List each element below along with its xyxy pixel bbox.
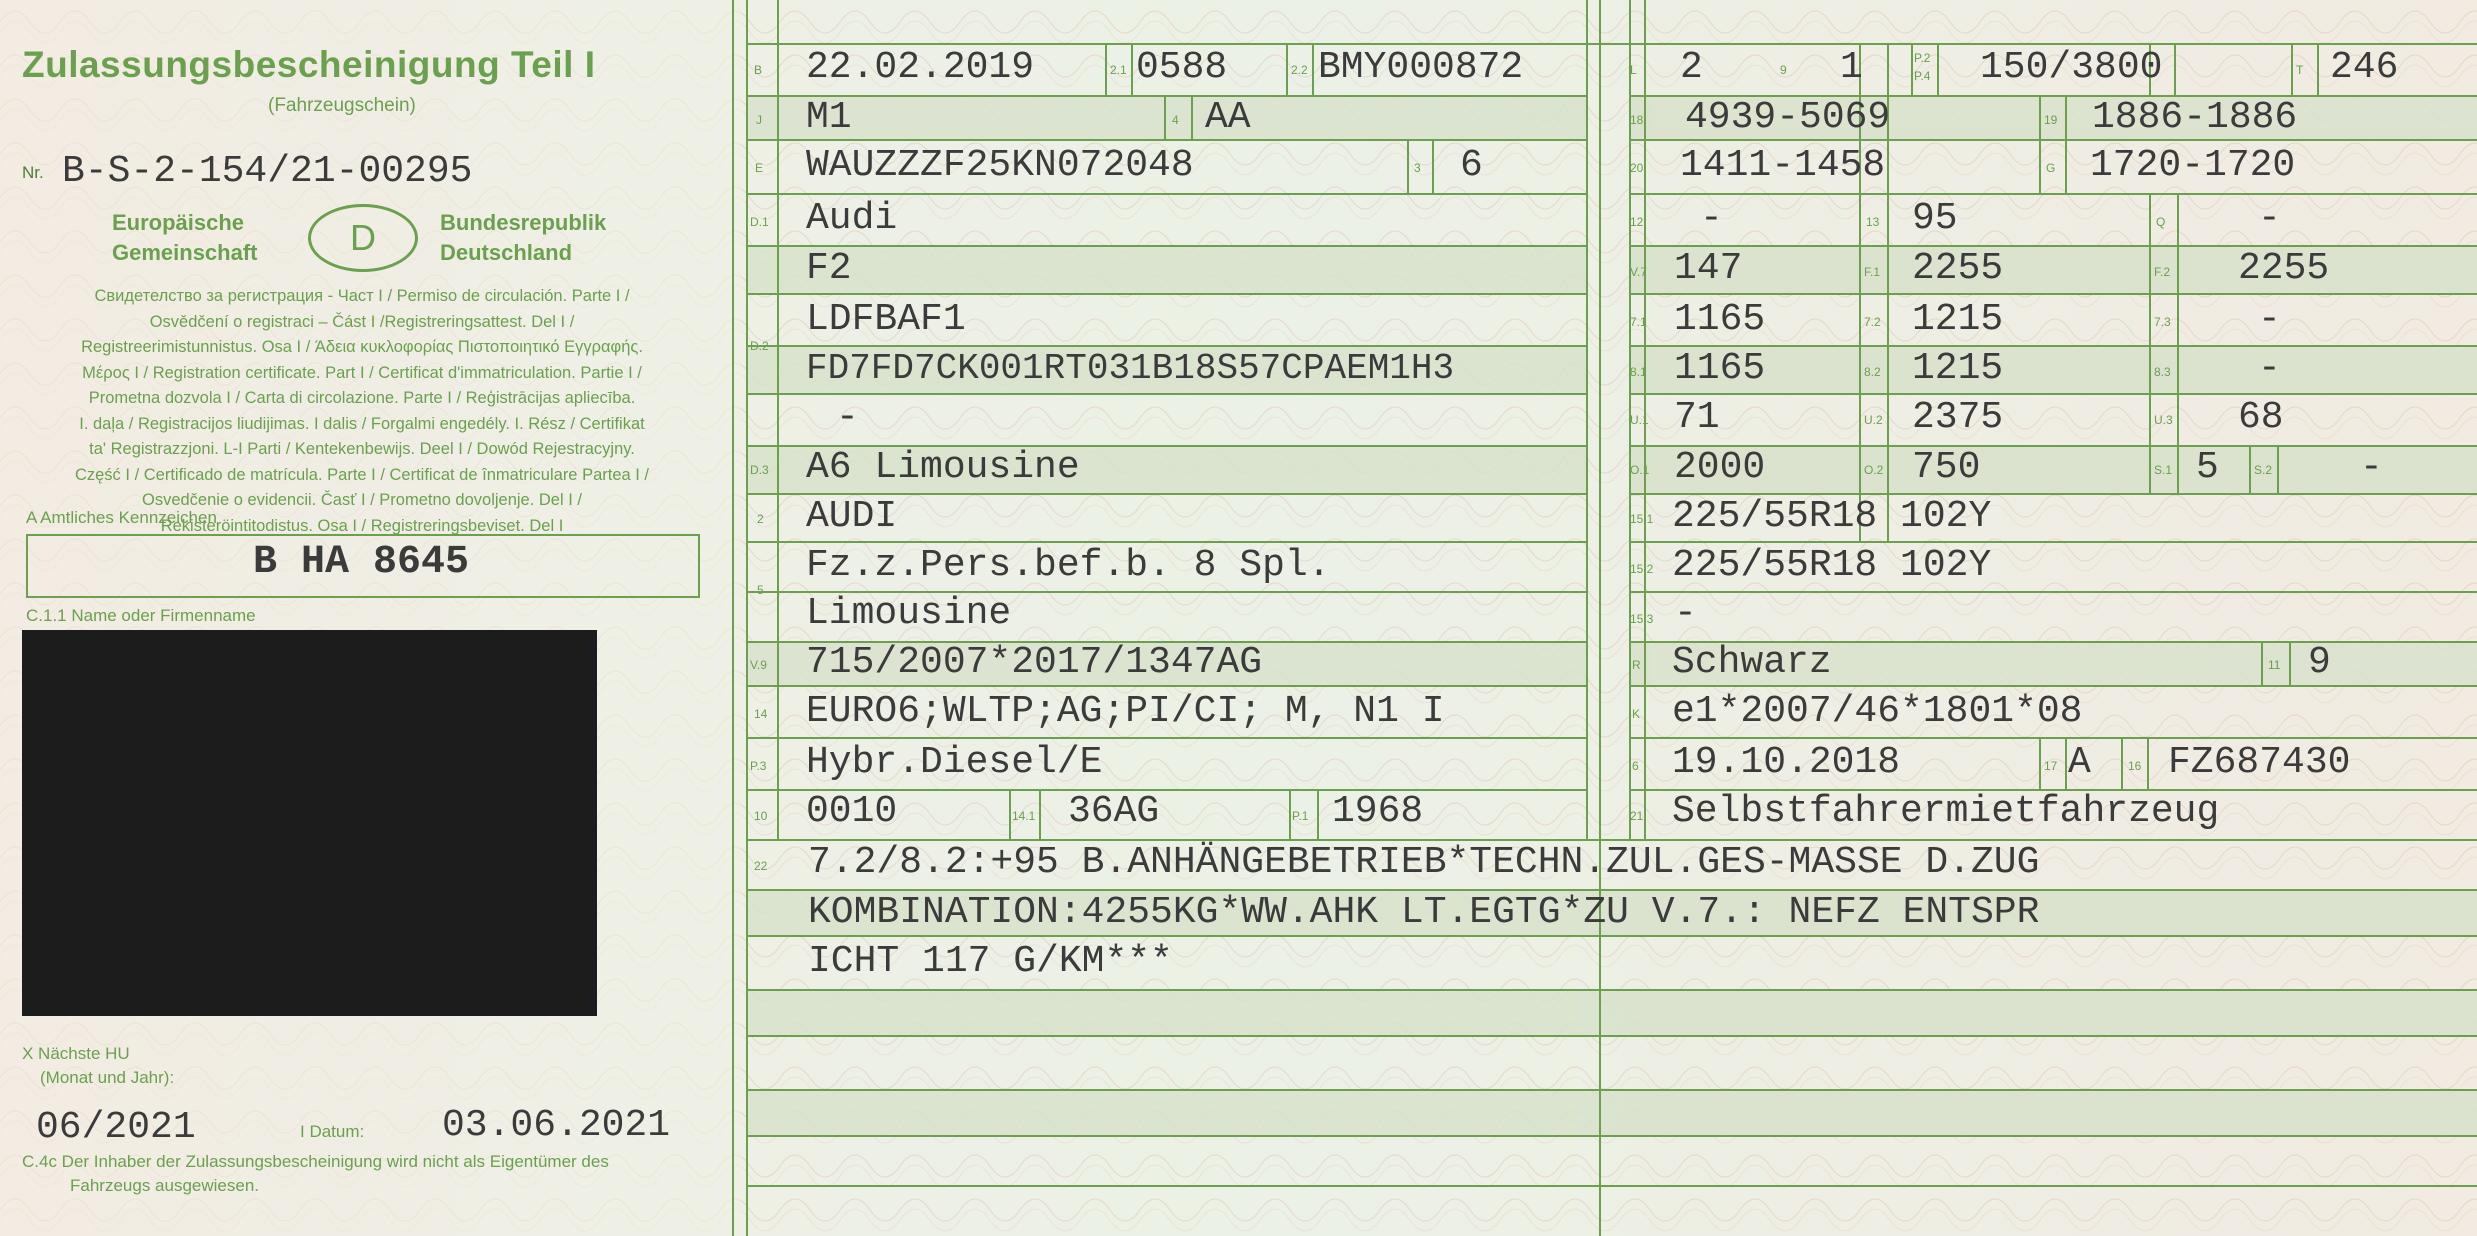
label-14: 14 (754, 707, 768, 721)
label-J: J (756, 113, 762, 127)
label-5: 5 (757, 583, 764, 597)
field-O2-value: 750 (1912, 446, 1981, 489)
de-line-1: Bundesrepublik (440, 210, 607, 235)
country-oval: D (308, 204, 418, 272)
multilingual-line: Prometna dozvola I / Carta di circolazione. Parte I / Reģistrācijas apliecība. (88, 389, 636, 407)
label-U2: U.2 (1864, 413, 1883, 427)
multilingual-line: Свидетелство за регистрация - Част I / Permiso de circulación. Parte I / (94, 287, 630, 305)
label-T: T (2296, 63, 2304, 77)
field-8-3-value: - (2258, 347, 2281, 390)
field-B-value: 22.02.2019 (806, 46, 1035, 89)
field-F2-value: 2255 (2238, 247, 2330, 290)
number-label: Nr. (22, 163, 44, 182)
eu-line-1: Europäische (112, 210, 245, 235)
label-19: 19 (2044, 113, 2058, 127)
label-F2: F.2 (2154, 265, 2171, 279)
multilingual-line: Rekisteröintitodistus. Osa I / Registreringsbeviset. Del I (160, 516, 564, 535)
field-O1-value: 2000 (1674, 446, 1766, 489)
field-7-1-value: 1165 (1674, 298, 1766, 341)
label-18: 18 (1630, 113, 1644, 127)
multilingual-line: Μέρος I / Registration certificate. Part I / Certificat d'immatriculation. Partie I / (82, 363, 642, 382)
label-15-3: 15.3 (1630, 612, 1654, 626)
label-7-3: 7.3 (2154, 315, 2171, 329)
field-V9-value: 715/2007*2017/1347AG (806, 641, 1263, 684)
field-5-line-2: Limousine (806, 592, 1012, 635)
date-value: 03.06.2021 (442, 1104, 671, 1147)
label-B: B (754, 63, 763, 77)
field-18-value: 4939-5069 (1685, 96, 1891, 139)
field-7-2-value: 1215 (1912, 298, 2004, 341)
field-D2-line-1: F2 (806, 247, 852, 290)
label-4: 4 (1172, 113, 1179, 127)
de-line-2: Deutschland (440, 240, 573, 265)
label-P2: P.2 (1914, 51, 1931, 65)
label-3: 3 (1414, 161, 1421, 175)
field-19-value: 1886-1886 (2092, 96, 2298, 139)
field-3-value: 6 (1460, 144, 1483, 187)
field-15-1-value: 225/55R18 102Y (1672, 495, 1992, 538)
label-8-2: 8.2 (1864, 365, 1881, 379)
multilingual-line: I. daļa / Registracijos liudijimas. I dalis / Forgalmi engedély. I. Rész / Certifikat (79, 414, 645, 433)
label-2-2: 2.2 (1291, 63, 1308, 77)
field-S2-value: - (2360, 446, 2383, 489)
label-15-1: 15.1 (1630, 512, 1654, 526)
field-8-1-value: 1165 (1674, 347, 1766, 390)
field-E-value: WAUZZZF25KN072048 (806, 144, 1194, 187)
label-V7: V.7 (1630, 265, 1647, 279)
multilingual-line: Osvědčení o registraci – Část I /Registreringsattest. Del I / (149, 312, 575, 331)
field-S1-value: 5 (2196, 446, 2219, 489)
holder-name-label: C.1.1 Name oder Firmenname (26, 606, 256, 625)
field-P1-value: 1968 (1332, 790, 1424, 833)
hu-label-line-1: X Nächste HU (22, 1044, 130, 1063)
label-R: R (1632, 658, 1641, 672)
label-16: 16 (2128, 759, 2142, 773)
label-11: 11 (2268, 658, 2281, 672)
multilingual-line: Registreerimistunnistus. Osa I / Άδεια κυκλοφορίας Πιστοποιητικό Εγγραφής. (81, 338, 643, 356)
field-R-value: Schwarz (1672, 641, 1832, 684)
document-number: B-S-2-154/21-00295 (62, 150, 473, 193)
label-D3: D.3 (750, 463, 769, 477)
field-9-value: 1 (1840, 46, 1863, 89)
label-D1: D.1 (750, 215, 769, 229)
field-13-value: 95 (1912, 197, 1958, 240)
field-10-value: 0010 (806, 790, 898, 833)
field-6-value: 19.10.2018 (1672, 741, 1901, 784)
field-U3-value: 68 (2238, 396, 2284, 439)
plate-label: A Amtliches Kennzeichen (26, 508, 217, 527)
label-7-2: 7.2 (1864, 315, 1881, 329)
label-G: G (2046, 161, 2056, 175)
ownership-note-line-2: Fahrzeugs ausgewiesen. (70, 1176, 260, 1195)
field-15-2-value: 225/55R18 102Y (1672, 544, 1992, 587)
label-L: L (1630, 63, 1637, 77)
field-J-value: M1 (806, 96, 852, 139)
field-D2-line-4: - (836, 396, 859, 439)
multilingual-line: Część I / Certificado de matrícula. Parte I / Certificat de înmatriculare Partea I / (74, 465, 650, 484)
label-9: 9 (1780, 63, 1787, 77)
multilingual-line: Osvedčenie o evidencii. Časť I / Prometno dovoljenje. Del I / (142, 491, 582, 509)
label-D2: D.2 (750, 339, 769, 353)
field-4-value: AA (1205, 96, 1251, 139)
field-11-value: 9 (2308, 641, 2331, 684)
label-S1: S.1 (2154, 463, 2173, 477)
eu-line-2: Gemeinschaft (112, 240, 258, 265)
label-20: 20 (1630, 161, 1644, 175)
field-P2-P4-value: 150/3800 (1980, 46, 2163, 89)
field-U2-value: 2375 (1912, 396, 2004, 439)
field-15-3-value: - (1674, 592, 1697, 635)
field-7-3-value: - (2258, 298, 2281, 341)
label-2: 2 (757, 512, 764, 526)
label-U1: U.1 (1630, 413, 1649, 427)
field-22-line-2: KOMBINATION:4255KG*WW.AHK LT.EGTG*ZU V.7.: NEFZ ENTSPR (808, 891, 2040, 934)
label-K: K (1632, 707, 1641, 721)
field-22-line-1: 7.2/8.2:+95 B.ANHÄNGEBETRIEB*TECHN.ZUL.GES-MASSE D.ZUG (808, 841, 2040, 884)
date-label: I Datum: (300, 1122, 365, 1141)
field-Q-value: - (2258, 197, 2281, 240)
field-20-value: 1411-1458 (1680, 144, 1886, 187)
field-14-1-value: 36AG (1068, 790, 1160, 833)
field-2-value: AUDI (806, 495, 898, 538)
label-2-1: 2.1 (1110, 63, 1127, 77)
next-inspection-value: 06/2021 (36, 1106, 196, 1149)
multilingual-line: ta' Registrazzjoni. L-I Parti / Kentekenbewijs. Deel I / Dowód Rejestracyjny. (89, 440, 635, 458)
document-title: Zulassungsbescheinigung Teil I (22, 44, 596, 85)
field-V7-value: 147 (1674, 247, 1743, 290)
label-15-2: 15.2 (1630, 562, 1654, 576)
label-6: 6 (1632, 759, 1639, 773)
hu-label-line-2: (Monat und Jahr): (40, 1068, 175, 1087)
document-subtitle: (Fahrzeugschein) (268, 95, 416, 116)
license-plate: B HA 8645 (252, 540, 470, 585)
label-V9: V.9 (750, 658, 767, 672)
field-D2-line-2: LDFBAF1 (806, 298, 966, 341)
field-2-1-value: 0588 (1136, 46, 1228, 89)
label-P1: P.1 (1292, 809, 1309, 823)
label-7-1: 7.1 (1630, 315, 1647, 329)
label-17: 17 (2044, 759, 2058, 773)
field-21-value: Selbstfahrermietfahrzeug (1672, 790, 2220, 833)
field-22-line-3: ICHT 117 G/KM*** (808, 940, 1173, 983)
label-F1: F.1 (1864, 265, 1881, 279)
field-G-value: 1720-1720 (2090, 144, 2296, 187)
field-D2-line-3: FD7FD7CK001RT031B18S57CPAEM1H3 (806, 348, 1455, 389)
field-T-value: 246 (2330, 46, 2399, 89)
label-14-1: 14.1 (1012, 809, 1036, 823)
label-P4: P.4 (1914, 69, 1931, 83)
field-L-value: 2 (1680, 46, 1703, 89)
label-P3: P.3 (750, 759, 767, 773)
label-21: 21 (1630, 809, 1644, 823)
field-14-value: EURO6;WLTP;AG;PI/CI; M, N1 I (806, 690, 1445, 733)
field-U1-value: 71 (1674, 396, 1720, 439)
field-12-value: - (1700, 197, 1723, 240)
label-13: 13 (1866, 215, 1880, 229)
field-K-value: e1*2007/46*1801*08 (1672, 690, 2083, 733)
label-O2: O.2 (1864, 463, 1884, 477)
label-12: 12 (1630, 215, 1644, 229)
label-O1: O.1 (1630, 463, 1650, 477)
label-Q: Q (2156, 215, 2166, 229)
field-F1-value: 2255 (1912, 247, 2004, 290)
label-S2: S.2 (2254, 463, 2273, 477)
field-D1-value: Audi (806, 197, 898, 240)
label-8-3: 8.3 (2154, 365, 2171, 379)
field-D3-value: A6 Limousine (806, 446, 1080, 489)
field-16-value: FZ687430 (2168, 741, 2351, 784)
label-E: E (755, 161, 764, 175)
field-2-2-value: BMY000872 (1318, 46, 1524, 89)
label-8-1: 8.1 (1630, 365, 1647, 379)
field-P3-value: Hybr.Diesel/E (806, 741, 1103, 784)
label-10: 10 (754, 809, 768, 823)
label-22: 22 (754, 859, 768, 873)
ownership-note-line-1: C.4c Der Inhaber der Zulassungsbescheinigung wird nicht als Eigentümer des (22, 1152, 609, 1171)
label-U3: U.3 (2154, 413, 2173, 427)
field-5-line-1: Fz.z.Pers.bef.b. 8 Spl. (806, 544, 1331, 587)
field-17-value: A (2068, 741, 2091, 784)
field-8-2-value: 1215 (1912, 347, 2004, 390)
